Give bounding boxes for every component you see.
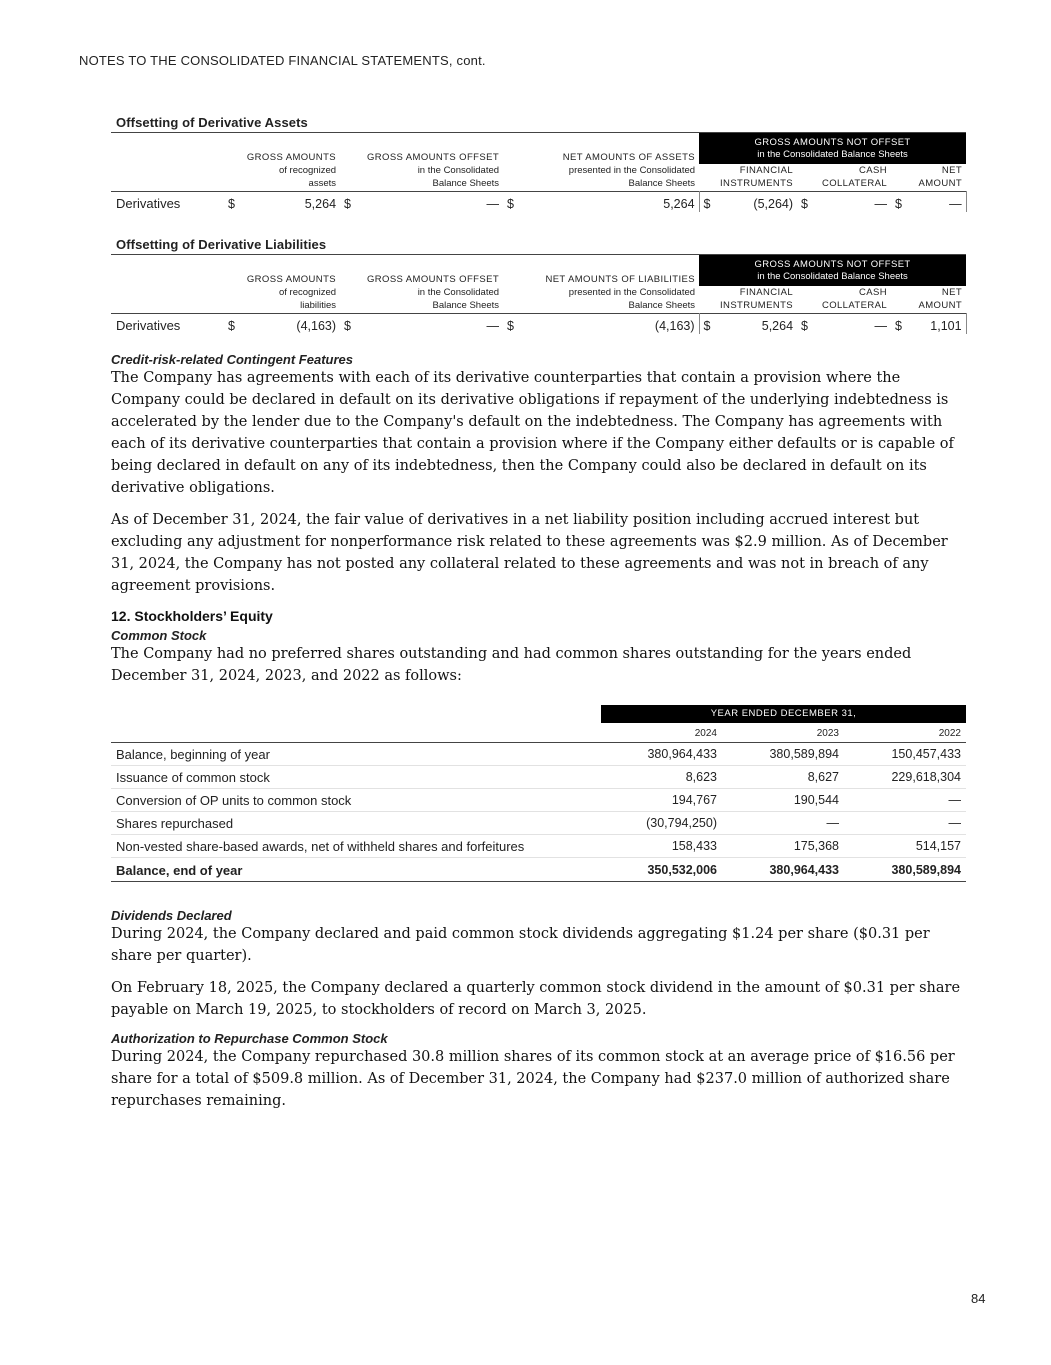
col-gross-amounts: GROSS AMOUNTS of recognized liabilities (224, 255, 340, 314)
cell-value: — (354, 314, 503, 335)
page-content (111, 115, 966, 1112)
credit-risk-paragraph-2: As of December 31, 2024, the fair value of derivatives in a net liability position including accrued interest but excluding any adjustment for nonperformance risk related to these agreements was $2.9 million. As of December 31, 2024, the Company has not posted any collateral related to these agreements and was not in breach of any agreement provisions. (111, 512, 948, 594)
common-stock-heading: Common Stock (111, 628, 207, 643)
credit-risk-paragraph-1: The Company has agreements with each of its derivative counterparties that contain a provision where the Company could be declared in default on its derivative obligations if repayment of the underlying indebtedness is accelerated by the lender due to the Company's default on the indebtedness. The Company has agreements with each of its derivative counterparties that contain a provision where if the Company either defaults or is capable of being declared in default on any of its indebtedness, then the Company could also be declared in default on its derivative obligations. (111, 370, 954, 496)
repurchase-paragraph: During 2024, the Company repurchased 30.8 million shares of its common stock at an average price of $16.56 per share for a total of $509.8 million. As of December 31, 2024, the Company had $237.0 million of authorized share repurchases remaining. (111, 1049, 955, 1109)
table-row: Conversion of OP units to common stock 194,767 190,544 — (111, 789, 966, 812)
repurchase-heading: Authorization to Repurchase Common Stock (111, 1031, 388, 1046)
dividends-paragraph-2: On February 18, 2025, the Company declared a quarterly common stock dividend in the amount of $0.31 per share payable on March 19, 2025, to stockholders of record on March 3, 2025. (111, 980, 961, 1018)
col-net-amounts: NET AMOUNTS OF LIABILITIES presented in the Consolidated Balance Sheets (503, 255, 699, 314)
credit-risk-heading: Credit-risk-related Contingent Features (111, 352, 353, 367)
cell-value: (5,264) (711, 192, 797, 213)
col-cash-collateral: CASH COLLATERAL (821, 165, 888, 189)
table-row: Derivatives $ 5,264 $ — $ 5,264 $ (5,264) $ — $ — (111, 192, 966, 213)
col-net-amounts: NET AMOUNTS OF ASSETS presented in the Consolidated Balance Sheets (503, 133, 699, 192)
page-number: 84 (971, 1291, 986, 1306)
table-row: Balance, beginning of year 380,964,433 380,589,894 150,457,433 (111, 743, 966, 766)
section-title-equity: 12. Stockholders’ Equity (111, 608, 273, 624)
group-header-not-offset: GROSS AMOUNTS NOT OFFSET in the Consolidated Balance Sheets (699, 133, 966, 165)
shares-table (111, 705, 966, 882)
row-label: Derivatives (111, 192, 224, 213)
col-net-amount: NET AMOUNT (918, 165, 963, 189)
col-cash-collateral: CASH COLLATERAL (821, 287, 888, 311)
cell-value: 1,101 (903, 314, 966, 335)
col-gross-offset: GROSS AMOUNTS OFFSET in the Consolidated Balance Sheets (340, 133, 503, 192)
col-net-amount: NET AMOUNT (918, 287, 963, 311)
cell-value: (4,163) (517, 314, 699, 335)
col-financial-instruments: FINANCIAL INSTRUMENTS (720, 165, 794, 189)
table-row: Derivatives $ (4,163) $ — $ (4,163) $ 5,264 $ — $ 1,101 (111, 314, 966, 335)
cell-value: — (809, 314, 891, 335)
year-group-header: YEAR ENDED DECEMBER 31, (601, 705, 966, 723)
col-financial-instruments: FINANCIAL INSTRUMENTS (720, 287, 794, 311)
year-header: 2022 (844, 723, 966, 743)
group-header-not-offset: GROSS AMOUNTS NOT OFFSET in the Consolidated Balance Sheets (699, 255, 966, 287)
offset-assets-table (111, 132, 967, 212)
offset-liabilities-title: Offsetting of Derivative Liabilities (116, 237, 327, 252)
cell-value: 5,264 (517, 192, 699, 213)
cell-value: — (354, 192, 503, 213)
table-row: Non-vested share-based awards, net of withheld shares and forfeitures 158,433 175,368 514,157 (111, 835, 966, 858)
dividends-heading: Dividends Declared (111, 908, 232, 923)
year-header: 2023 (722, 723, 844, 743)
table-row: Issuance of common stock 8,623 8,627 229,618,304 (111, 766, 966, 789)
running-header: NOTES TO THE CONSOLIDATED FINANCIAL STATEMENTS, cont. (79, 53, 486, 68)
offset-liabilities-table (111, 254, 967, 334)
cell-value: — (903, 192, 966, 213)
col-gross-amounts: GROSS AMOUNTS of recognized assets (224, 133, 340, 192)
cell-value: — (809, 192, 891, 213)
offset-assets-title: Offsetting of Derivative Assets (116, 115, 308, 130)
dividends-paragraph-1: During 2024, the Company declared and paid common stock dividends aggregating $1.24 per share ($0.31 per share per quarter). (111, 926, 930, 964)
year-header: 2024 (601, 723, 722, 743)
table-row: Shares repurchased (30,794,250) — — (111, 812, 966, 835)
cell-value: (4,163) (238, 314, 340, 335)
total-row: Balance, end of year 350,532,006 380,964,433 380,589,894 (111, 858, 966, 882)
cell-value: 5,264 (238, 192, 340, 213)
common-stock-paragraph: The Company had no preferred shares outstanding and had common shares outstanding for the years ended December 31, 2024, 2023, and 2022 as follows: (111, 646, 912, 684)
row-label: Derivatives (111, 314, 224, 335)
cell-value: 5,264 (711, 314, 797, 335)
col-gross-offset: GROSS AMOUNTS OFFSET in the Consolidated Balance Sheets (340, 255, 503, 314)
